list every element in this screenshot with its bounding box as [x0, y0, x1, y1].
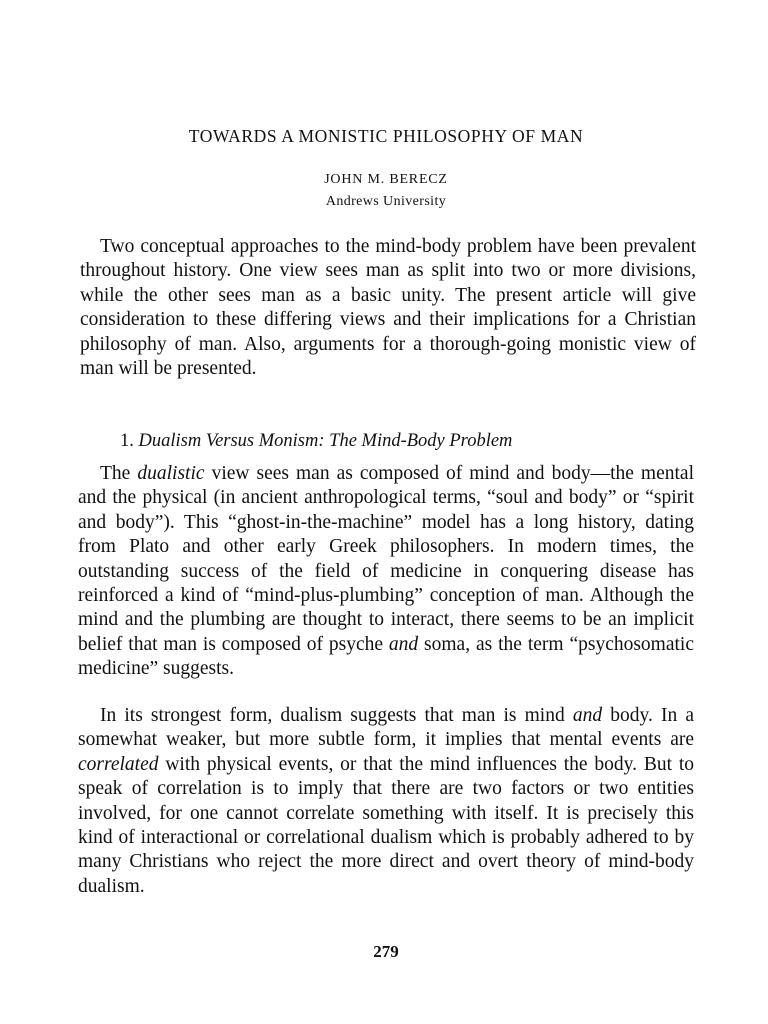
body-paragraph-1	[78, 462, 694, 682]
section-title: Dualism Versus Monism: The Mind-Body Problem	[138, 431, 513, 451]
paragraph-2-text-3: with physical events, or that the mind influences the body. But to speak of correlation is to imply that there are two factors or two entities involved, for one cannot correlate something with itself. It is precisely this kind of interactional or correlational dualism which is probably adhered to by many Christians who reject the more direct and overt theory of mind-body dualism.	[78, 753, 694, 897]
paragraph-1-emphasis-2: and	[388, 633, 419, 655]
document-page	[78, 0, 694, 1024]
body-paragraph-2	[78, 704, 694, 899]
abstract-paragraph: Two conceptual approaches to the mind-body problem have been prevalent throughout history. One view sees man as split into two or more divisions, while the other sees man as a basic unity. The present article will give consideration to these differing views and their implications for a Christian philosophy of man. Also, arguments for a thorough-going monistic view of man will be presented.	[80, 236, 696, 380]
paragraph-2-emphasis-1: and	[572, 705, 603, 726]
author-affiliation: Andrews University	[325, 194, 447, 209]
paragraph-2-text-2: body. In a somewhat weaker, but more subtle form, it implies that mental events are	[78, 705, 694, 751]
article-title: TOWARDS A MONISTIC PHILOSOPHY OF MAN	[188, 126, 584, 146]
section-heading	[78, 431, 694, 452]
paragraph-1-text-3: soma, as the term “psychosomatic medicine” suggests.	[78, 633, 694, 680]
page-number: 279	[373, 942, 399, 961]
paragraph-1-text-2: view sees man as composed of mind and body—the mental and the physical (in ancient anthropological terms, “soul and body” or “spirit and body”). This “ghost-in-the-machine” model has a long history, dating from Plato and other early Greek philosophers. In modern times, the outstanding success of the field of medicine in conquering disease has reinforced a kind of “mind-plus-plumbing” conception of man. Although the mind and the plumbing are thought to interact, there seems to be an implicit belief that man is composed of psyche	[78, 463, 694, 655]
paragraph-2-emphasis-2: correlated	[78, 753, 159, 775]
author-name: JOHN M. BERECZ	[324, 172, 448, 187]
section-number: 1.	[120, 431, 134, 451]
paragraph-1-text-1: The	[100, 463, 138, 484]
paragraph-2-text-1: In its strongest form, dualism suggests that man is mind	[100, 705, 573, 726]
paragraph-1-emphasis-1: dualistic	[137, 463, 205, 484]
